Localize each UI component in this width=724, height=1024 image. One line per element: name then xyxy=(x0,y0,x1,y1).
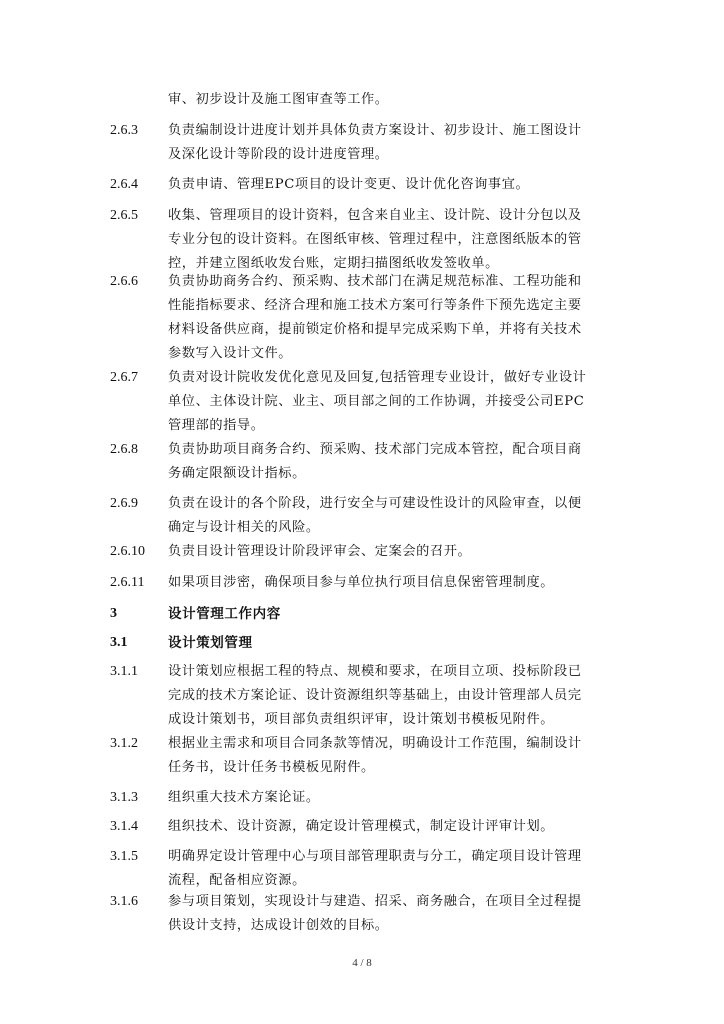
item-text: 组织重大技术方案论证。 xyxy=(168,790,320,805)
item-3-1-6 xyxy=(110,890,618,938)
item-text: 负责协助项目商务合约、预采购、技术部门完成本管控，配合项目商 务确定限额设计指标。 xyxy=(168,442,582,481)
item-number: 2.6.3 xyxy=(110,123,138,138)
item-3-1-1 xyxy=(110,660,618,732)
item-number: 3.1.5 xyxy=(110,849,138,864)
section-heading-3 xyxy=(110,602,618,626)
item-2-6-7 xyxy=(110,366,618,438)
item-text: 负责对设计院收发优化意见及回复,包括管理专业设计，做好专业设计 单位、主体设计院、业主、项目部之间的工作协调，并接受公司EPC 管理部的指导。 xyxy=(168,370,587,433)
item-2-6-9 xyxy=(110,492,618,540)
item-number xyxy=(110,88,168,112)
item-number: 3.1.6 xyxy=(110,894,138,909)
section-title: 设计策划管理 xyxy=(168,635,253,651)
item-text: 负责目设计管理设计阶段评审会、定案会的召开。 xyxy=(168,544,472,559)
section-number: 3.1 xyxy=(110,635,128,650)
item-text: 如果项目涉密，确保项目参与单位执行项目信息保密管理制度。 xyxy=(168,575,555,590)
item-number: 2.6.5 xyxy=(110,208,138,223)
item-text: 负责申请、管理EPC项目的设计变更、设计优化咨询事宜。 xyxy=(168,177,530,192)
item-number: 2.6.10 xyxy=(110,544,145,559)
item-number: 3.1.4 xyxy=(110,819,138,834)
item-text: 设计策划应根据工程的特点、规模和要求，在项目立项、投标阶段已 完成的技术方案论证、设计资源组织等基础上，由设计管理部人员完 成设计策划书，项目部负责组织评审，设计策划书模板见附件。 xyxy=(168,664,582,727)
section-title: 设计管理工作内容 xyxy=(168,606,281,622)
item-2-6-3 xyxy=(110,119,618,167)
item-number: 2.6.6 xyxy=(110,274,138,289)
item-number: 2.6.7 xyxy=(110,370,138,385)
section-heading-3-1 xyxy=(110,631,618,655)
item-3-1-4 xyxy=(110,815,618,839)
item-text: 审、初步设计及施工图审查等工作。 xyxy=(168,92,389,107)
item-text: 参与项目策划，实现设计与建造、招采、商务融合，在项目全过程提 供设计支持，达成设计创效的目标。 xyxy=(168,894,582,933)
item-number: 2.6.9 xyxy=(110,496,138,511)
continuation-line xyxy=(110,88,618,112)
item-3-1-3 xyxy=(110,786,618,810)
item-number: 3.1.3 xyxy=(110,790,138,805)
item-number: 2.6.11 xyxy=(110,575,145,590)
item-2-6-10 xyxy=(110,540,618,564)
page-number: 4 / 8 xyxy=(352,957,372,969)
item-text: 组织技术、设计资源，确定设计管理模式，制定设计评审计划。 xyxy=(168,819,555,834)
item-number: 2.6.4 xyxy=(110,177,138,192)
item-text: 根据业主需求和项目合同条款等情况，明确设计工作范围，编制设计 任务书，设计任务书模板见附件。 xyxy=(168,736,582,775)
item-text: 负责编制设计进度计划并具体负责方案设计、初步设计、施工图设计 及深化设计等阶段的设计进度管理。 xyxy=(168,123,582,162)
item-2-6-6 xyxy=(110,270,618,366)
item-text: 负责协助商务合约、预采购、技术部门在满足规范标准、工程功能和 性能指标要求、经济合理和施工技术方案可行等条件下预先选定主要 材料设备供应商，提前锁定价格和提早完成采购下单，并将有关技术 参数写入设计文件。 xyxy=(168,274,582,361)
item-number: 3.1.2 xyxy=(110,736,138,751)
item-2-6-8 xyxy=(110,438,618,486)
item-number: 2.6.8 xyxy=(110,442,138,457)
item-number: 3.1.1 xyxy=(110,664,138,679)
item-2-6-4 xyxy=(110,173,618,197)
section-number: 3 xyxy=(110,606,117,621)
item-3-1-2 xyxy=(110,732,618,780)
item-3-1-5 xyxy=(110,845,618,893)
item-text: 收集、管理项目的设计资料，包含来自业主、设计院、设计分包以及 专业分包的设计资料。在图纸审核、管理过程中，注意图纸版本的管 控，并建立图纸收发台账，定期扫描图纸收发签收单。 xyxy=(168,208,582,271)
item-text: 明确界定设计管理中心与项目部管理职责与分工，确定项目设计管理 流程，配备相应资源。 xyxy=(168,849,582,888)
item-2-6-5 xyxy=(110,204,618,276)
item-2-6-11 xyxy=(110,571,618,595)
item-text: 负责在设计的各个阶段，进行安全与可建设性设计的风险审查，以便 确定与设计相关的风险。 xyxy=(168,496,582,535)
